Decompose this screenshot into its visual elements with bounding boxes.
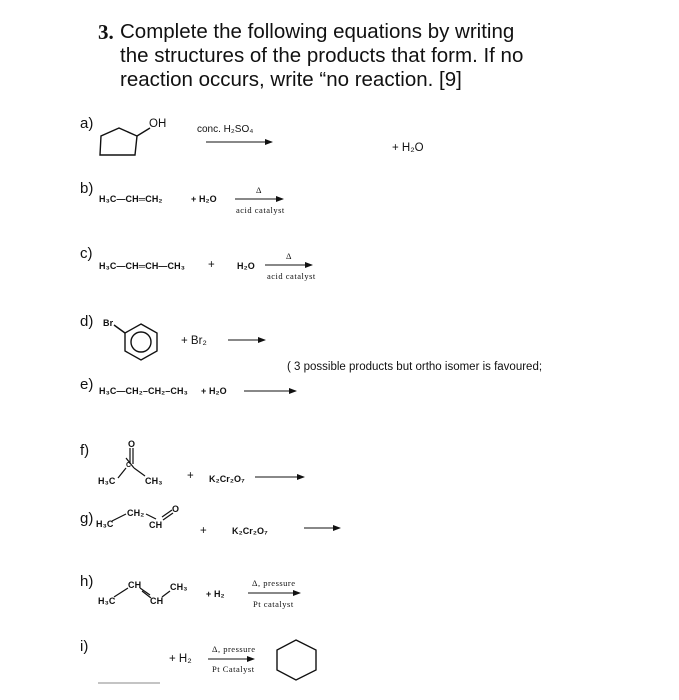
f-oxygen: O <box>128 439 136 449</box>
e-reagent: + H₂O <box>201 386 227 396</box>
ketone-structure <box>118 448 145 478</box>
c-catalyst: acid catalyst <box>267 271 316 281</box>
h-catalyst: Pt catalyst <box>253 599 294 609</box>
g-h3c: H₃C <box>96 519 114 529</box>
h-ch-top: CH <box>128 580 142 590</box>
a-oh-label: OH <box>149 118 167 130</box>
i-reagent: + H₂ <box>169 653 192 665</box>
b-catalyst: acid catalyst <box>236 205 285 215</box>
b-heat-symbol: Δ <box>256 185 262 195</box>
cyclopentanol-structure <box>100 128 150 155</box>
part-label-e: e) <box>80 376 94 393</box>
d-note: ( 3 possible products but ortho isomer is favoured; <box>287 361 543 373</box>
b-substrate: H₃C—CH═CH₂ <box>99 194 163 204</box>
part-label-b: b) <box>80 180 94 197</box>
part-label-i: i) <box>80 638 89 655</box>
g-ch2: CH₂ <box>127 508 145 518</box>
f-reagent: K₂Cr₂O₇ <box>209 474 245 484</box>
h-reagent: + H₂ <box>206 589 225 599</box>
g-ch: CH <box>149 520 163 530</box>
h-condition: Δ, pressure <box>252 578 296 588</box>
f-h3c: H₃C <box>98 476 116 486</box>
b-reagent: + H₂O <box>191 194 217 204</box>
part-label-h: h) <box>80 573 94 590</box>
f-plus: + <box>187 470 194 482</box>
h-ch3: CH₃ <box>170 582 188 592</box>
question-line-2: the structures of the products that form. If no <box>120 44 524 67</box>
c-heat-symbol: Δ <box>286 251 292 261</box>
part-label-f: f) <box>80 442 90 459</box>
benzene-ring-structure <box>114 324 157 360</box>
c-substrate: H₃C—CH═CH—CH₃ <box>99 261 185 271</box>
f-ch3: CH₃ <box>145 476 163 486</box>
a-condition: conc. H₂SO₄ <box>197 124 254 135</box>
g-reagent: K₂Cr₂O₇ <box>232 526 268 536</box>
d-reagent: + Br₂ <box>181 335 207 347</box>
part-label-g: g) <box>80 510 94 527</box>
cyclohexane-structure <box>277 640 316 680</box>
h-ch-bottom: CH <box>150 596 164 606</box>
part-label-a: a) <box>80 115 94 132</box>
h-h3c: H₃C <box>98 596 116 606</box>
f-carbon: C <box>126 462 132 469</box>
c-reagent: H₂O <box>237 261 255 271</box>
g-oxygen: O <box>172 504 180 514</box>
question-line-3: reaction occurs, write “no reaction. [9] <box>120 68 462 91</box>
e-substrate: H₃C—CH₂–CH₂–CH₃ <box>99 386 188 396</box>
question-number: 3. <box>98 20 114 44</box>
a-product: + H₂O <box>392 142 424 154</box>
i-catalyst: Pt Catalyst <box>212 664 255 674</box>
d-br-label: Br <box>103 318 114 328</box>
part-label-c: c) <box>80 245 93 262</box>
question-line-1: Complete the following equations by writing <box>120 20 515 43</box>
part-label-d: d) <box>80 313 94 330</box>
i-condition: Δ, pressure <box>212 644 256 654</box>
c-plus: + <box>208 259 215 271</box>
g-plus: + <box>200 525 207 537</box>
